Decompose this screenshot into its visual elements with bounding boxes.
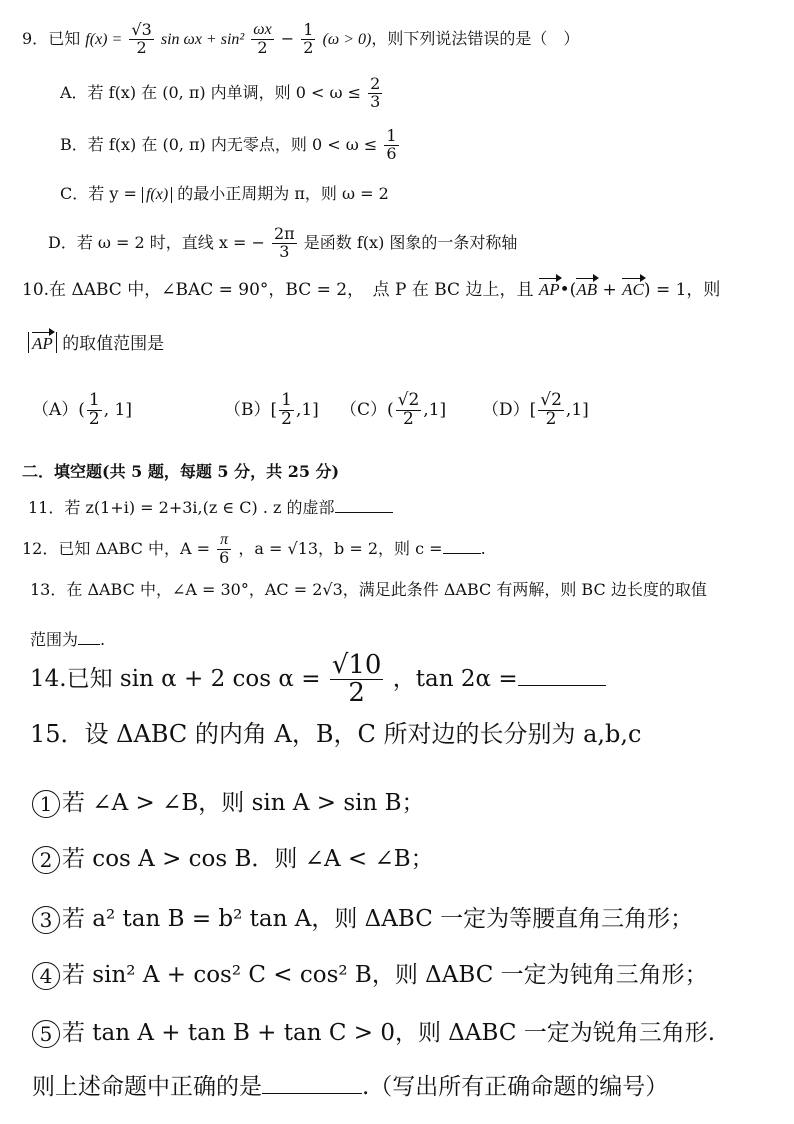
circled-number-4: 4 [32,962,60,990]
frac-sqrt3-over-2: $\frac{√3}{2}$ [131,20,152,57]
circled-number-5: 5 [32,1020,60,1048]
q9-number: 9． [22,28,49,48]
answer-blank-q14 [518,685,606,686]
q10-stem: 10.在 ΔABC 中，∠BAC = 90°，BC = 2， 点 P 在 BC 边上，且 AP•(AB + AC) = 1，则 [22,280,721,300]
circled-number-3: 3 [32,906,60,934]
answer-blank-q13 [78,644,100,645]
q10-option-b: （B）[ $\frac{1}{2}$ ,1] [224,390,319,429]
q10-option-d: （D）[ $\frac{√2}{2}$ ,1] [482,390,589,429]
q9-option-b: B．若 f(x) 在 (0, π) 内无零点，则 0 < ω ≤ $\frac{1}{6}$ [60,126,397,163]
q15-item-4: 4 若 sin² A + cos² C < cos² B，则 ΔABC 一定为钝角三角形； [32,962,708,990]
q9-option-d: D．若 ω = 2 时，直线 x = − $\frac{2\pi}{3}$ 是函数 f(x) 图象的一条对称轴 [48,224,518,261]
q13-line2: 范围为 . [30,630,106,649]
q9-option-a: A．若 f(x) 在 (0, π) 内单调，则 0 < ω ≤ $\frac{2}{3}$ [60,74,381,111]
vector-ap: AP [538,280,560,299]
frac-1-over-2: $\frac{1}{2}$ [303,20,314,57]
vector-ac: AC [622,280,644,299]
q10-option-c: （C）( $\frac{√2}{2}$ ,1] [340,390,447,429]
answer-blank-q15 [262,1093,362,1094]
q9-option-c: C．若 y = f(x) 的最小正周期为 π，则 ω = 2 [60,184,389,203]
q15-intro: 15．设 ΔABC 的内角 A，B，C 所对边的长分别为 a,b,c [30,720,642,748]
q15-item-1: 1 若 ∠A > ∠B，则 sin A > sin B； [32,790,425,818]
q13-line1: 13．在 ΔABC 中，∠A = 30°，AC = 2√3，满足此条件 ΔABC 有两解，则 BC 边长度的取值 [30,580,707,599]
circled-number-2: 2 [32,846,60,874]
vector-ab: AB [576,280,598,299]
answer-blank-q11 [335,512,393,513]
section-heading: 二．填空题(共 5 题，每题 5 分，共 25 分) [22,462,340,481]
frac-wx-over-2: $\frac{\omega x}{2}$ [253,21,272,57]
q10-option-a: （A）( $\frac{1}{2}$ , 1] [32,390,133,429]
q14: 14.已知 sin α + 2 cos α = $\frac{√10}{2}$ ，tan 2α = [30,652,606,708]
q15-final: 则上述命题中正确的是 .（写出所有正确命题的编号） [32,1074,669,1100]
answer-blank-q12 [443,553,481,554]
q15-item-5: 5 若 tan A + tan B + tan C > 0，则 ΔABC 一定为锐角三角形. [32,1020,715,1048]
q10-stem-line2: AP 的取值范围是 [28,332,164,353]
q15-item-2: 2 若 cos A > cos B．则 ∠A < ∠B； [32,846,434,874]
q11: 11．若 z(1+i) = 2+3i,(z ∈ C) . z 的虚部 [28,500,393,516]
q10-options [32,392,132,429]
q9-stem: 9．已知 f(x) = $\frac{√3}{2}$ sin ωx + sin² $\frac{\omega x}{2}$ − $\frac{1}{2}$ (ω > 0)，则下列说法错误的是（ ） [22,20,580,57]
q12: 12．已知 ΔABC 中，A = $\frac{\pi}{6}$ ，a = √13，b = 2，则 c = . [22,531,486,567]
q15-item-3: 3 若 a² tan B = b² tan A，则 ΔABC 一定为等腰直角三角形； [32,906,693,934]
circled-number-1: 1 [32,790,60,818]
